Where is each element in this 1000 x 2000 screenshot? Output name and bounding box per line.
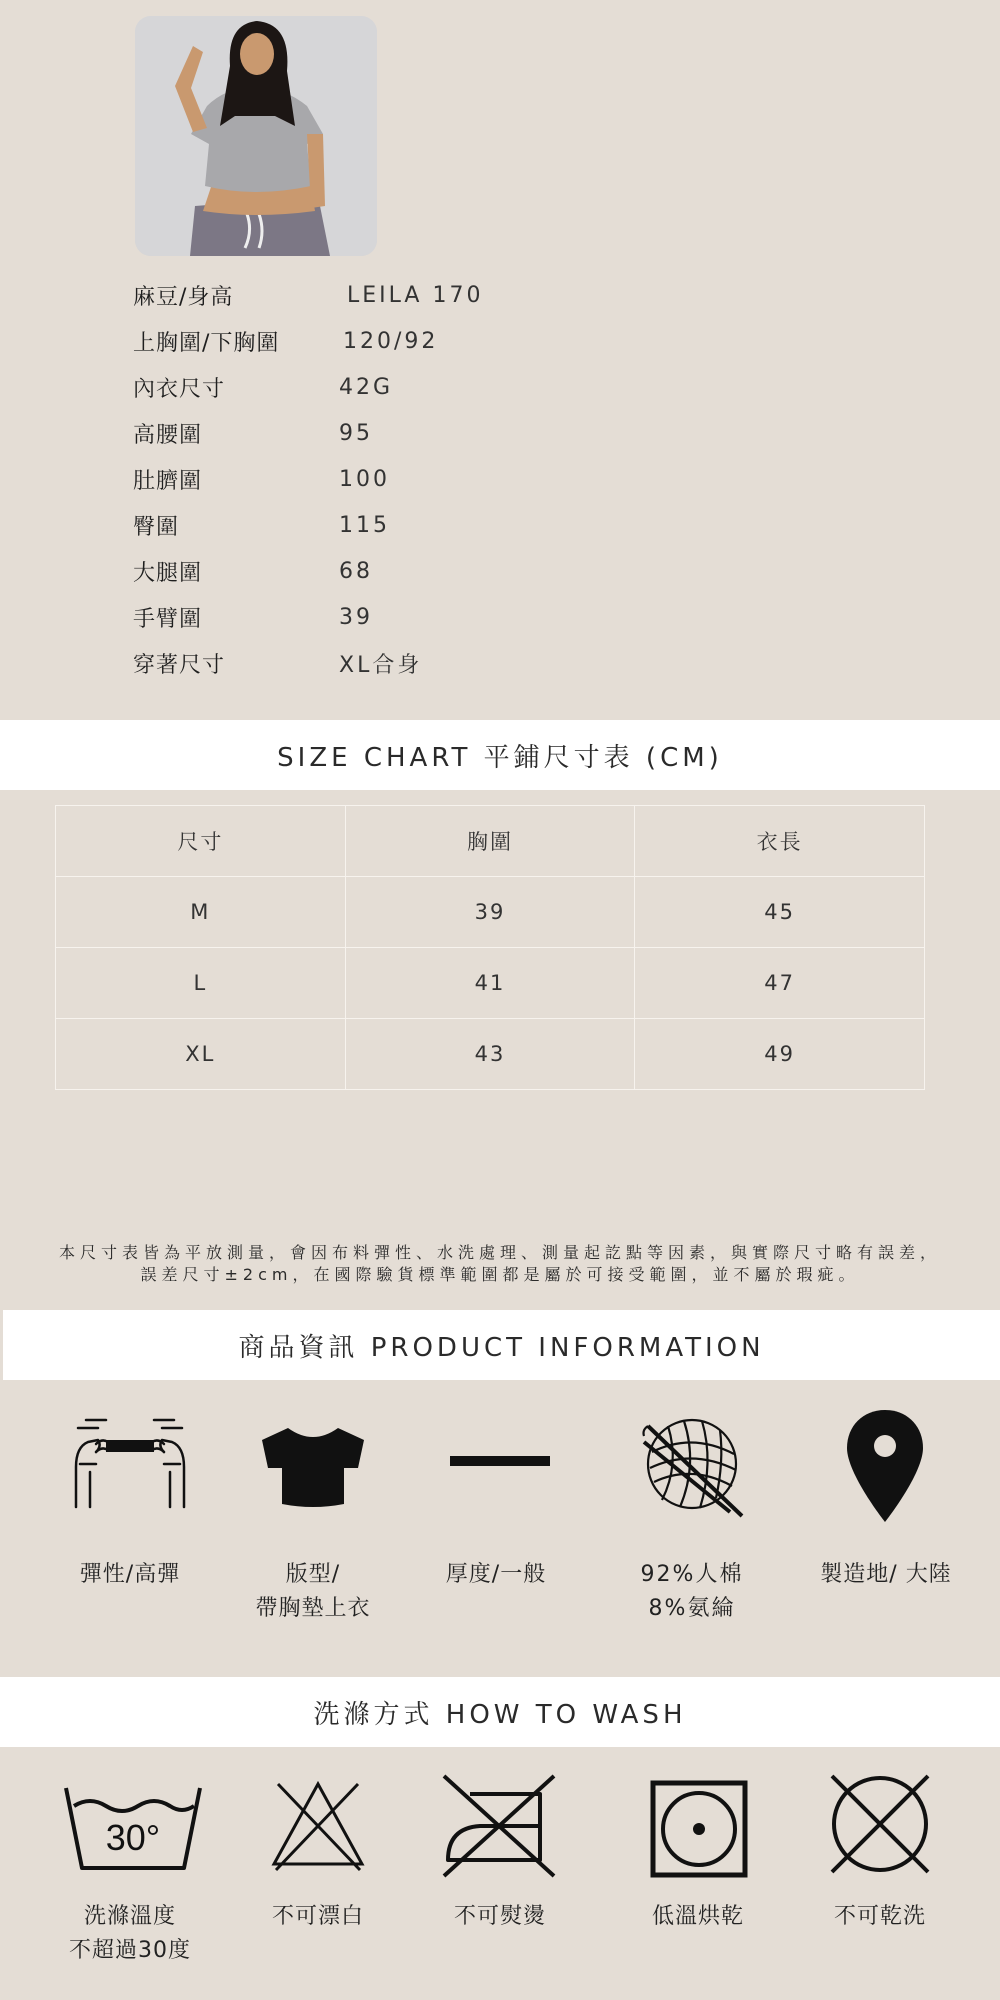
model-label: 上胸圍/下胸圍: [133, 330, 280, 356]
info-label-line: 8%氨綸: [648, 1596, 736, 1621]
table-cell: L: [56, 948, 346, 1019]
table-cell: 49: [635, 1019, 925, 1090]
table-cell: M: [56, 877, 346, 948]
table-cell: XL: [56, 1019, 346, 1090]
model-label: 麻豆/身高: [133, 284, 234, 310]
model-value: 100: [339, 466, 390, 492]
wash-title: 洗滌方式 HOW TO WASH: [313, 1699, 687, 1730]
model-value: 42G: [339, 374, 394, 400]
model-row-bust: [133, 318, 633, 364]
info-label-origin: [786, 1558, 986, 1592]
yarn-ball-icon: [640, 1412, 750, 1522]
table-row: [56, 877, 925, 948]
info-label-line: 版型/: [285, 1562, 341, 1587]
model-row-thigh: [133, 548, 633, 594]
model-photo: [135, 16, 377, 256]
model-value: XL合身: [339, 652, 423, 678]
model-row-hip: [133, 502, 633, 548]
info-label-material: [592, 1558, 792, 1626]
wash-label-line: 不可乾洗: [833, 1904, 926, 1929]
model-label: 肚臍圍: [133, 468, 203, 494]
table-header-cell: 衣長: [635, 806, 925, 877]
wash-label-bleach: [218, 1900, 418, 1934]
model-label: 內衣尺寸: [133, 376, 226, 402]
size-note-line: 本尺寸表皆為平放測量，會因布料彈性、水洗處理、測量起訖點等因素，與實際尺寸略有誤差，: [58, 1243, 941, 1262]
no-iron-icon: [440, 1772, 558, 1880]
model-label: 大腿圍: [133, 560, 203, 586]
wash-30-icon: [62, 1784, 204, 1874]
wash-banner: [0, 1677, 1000, 1747]
model-label: 臀圍: [133, 514, 180, 540]
wash-label-dry: [598, 1900, 798, 1934]
model-value: 39: [339, 604, 373, 630]
stretch-hands-icon: [68, 1412, 192, 1512]
model-label: 穿著尺寸: [133, 652, 226, 678]
model-value: 115: [339, 512, 390, 538]
size-chart-banner: [0, 720, 1000, 790]
model-row-high-waist: [133, 410, 633, 456]
table-cell: 41: [345, 948, 635, 1019]
info-label-line: 厚度/一般: [445, 1562, 547, 1587]
table-cell: 47: [635, 948, 925, 1019]
model-value: 95: [339, 420, 373, 446]
no-dry-clean-icon: [828, 1772, 932, 1876]
wash-label-iron: [400, 1900, 600, 1934]
size-table: [55, 805, 925, 1090]
table-row: [56, 948, 925, 1019]
size-note-line: 誤差尺寸±2cm，在國際驗貨標準範圍都是屬於可接受範圍，並不屬於瑕疵。: [140, 1265, 860, 1284]
table-header-cell: 胸圍: [345, 806, 635, 877]
model-row-worn-size: [133, 640, 633, 686]
model-row-navel: [133, 456, 633, 502]
info-label-line: 製造地/ 大陸: [820, 1562, 952, 1587]
info-label-fit: [213, 1558, 413, 1626]
tumble-dry-low-icon: [650, 1780, 748, 1878]
location-pin-icon: [845, 1408, 925, 1524]
no-bleach-icon: [270, 1778, 366, 1874]
size-note: [0, 1242, 1000, 1286]
size-chart-title: SIZE CHART 平鋪尺寸表 (CM): [277, 742, 723, 773]
info-label-thickness: [396, 1558, 596, 1592]
info-label-line: 帶胸墊上衣: [255, 1596, 371, 1621]
model-row-height: [133, 272, 633, 318]
table-header-cell: 尺寸: [56, 806, 346, 877]
model-value: LEILA 170: [347, 282, 484, 308]
thickness-line-icon: [450, 1454, 550, 1468]
model-row-arm: [133, 594, 633, 640]
table-cell: 43: [345, 1019, 635, 1090]
info-label-line: 彈性/高彈: [79, 1562, 181, 1587]
product-info-title: 商品資訊 PRODUCT INFORMATION: [238, 1332, 765, 1363]
model-value: 120/92: [343, 328, 439, 354]
table-header-row: [56, 806, 925, 877]
wash-label-line: 不可漂白: [271, 1904, 364, 1929]
wash-label-line: 不超過30度: [69, 1938, 191, 1963]
table-cell: 45: [635, 877, 925, 948]
model-label: 高腰圍: [133, 422, 203, 448]
wash-label-line: 不可熨燙: [453, 1904, 546, 1929]
model-row-bra: [133, 364, 633, 410]
wash-label-line: 低溫烘乾: [651, 1904, 744, 1929]
info-label-stretch: [30, 1558, 230, 1592]
info-label-line: 92%人棉: [640, 1562, 744, 1587]
model-label: 手臂圍: [133, 606, 203, 632]
table-row: [56, 1019, 925, 1090]
wash-label-dry-clean: [780, 1900, 980, 1934]
crop-top-icon: [258, 1424, 368, 1510]
wash-label-temp: [30, 1900, 230, 1968]
wash-temp-text: 30°: [105, 1817, 161, 1858]
model-value: 68: [339, 558, 373, 584]
product-info-banner: [3, 1310, 1000, 1380]
wash-label-line: 洗滌溫度: [83, 1904, 176, 1929]
table-cell: 39: [345, 877, 635, 948]
